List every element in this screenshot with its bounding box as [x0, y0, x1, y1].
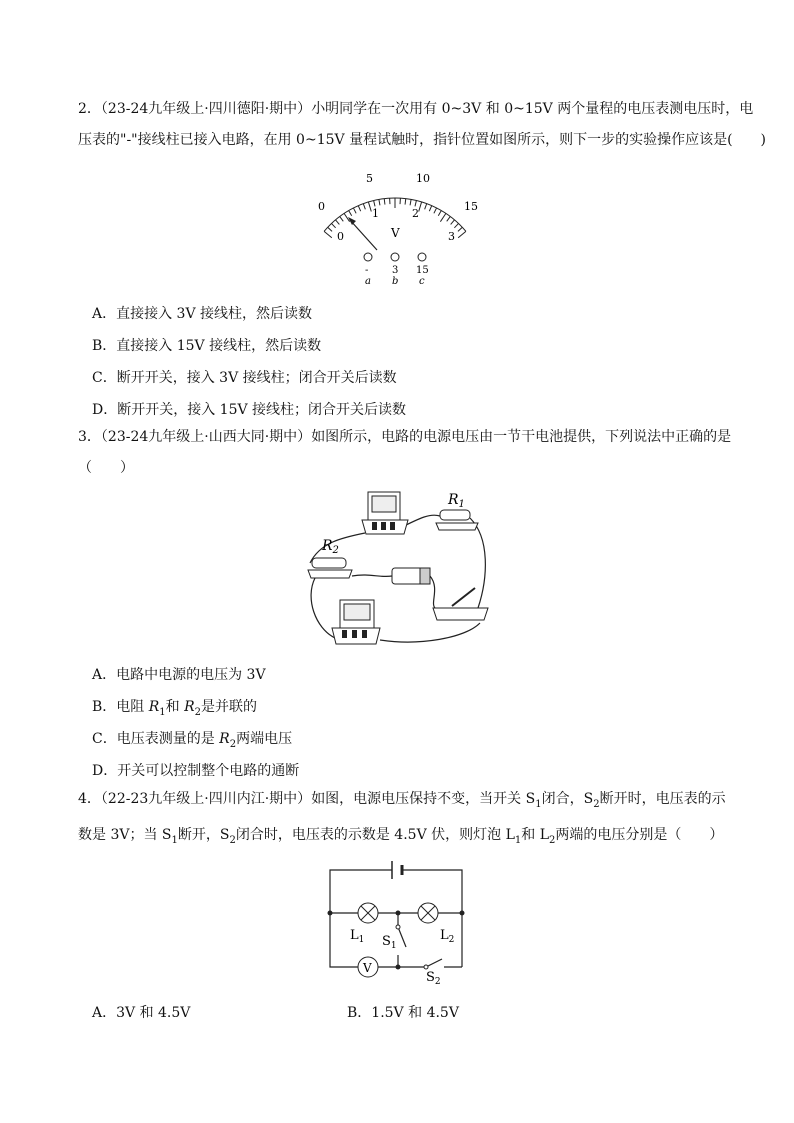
dial-tick [363, 204, 365, 210]
tick-label: 15 [464, 200, 478, 213]
dial-tick [340, 216, 344, 221]
tick-label: 0 [318, 200, 325, 213]
dial-tick [438, 211, 441, 216]
question-text: （ ） [78, 460, 134, 476]
dial-tick [454, 223, 458, 227]
question-text: 压表的"-"接线柱已接入电路，在用 0~15V 量程试触时，指针位置如图所示，则下一步的实验操作应该是( ) [78, 132, 766, 148]
q3-option-d[interactable]: D．开关可以控制整个电路的通断 [92, 763, 300, 779]
label-l2: $L_2$ [440, 928, 455, 945]
question-4-line-1: 4．（22-23九年级上·四川内江·期中）如图，电源电压保持不变，当开关 $S_1$闭合，$S_2$断开时，电压表的示 [78, 791, 726, 810]
terminal-3 [391, 253, 399, 261]
q2-option-a[interactable]: A．直接接入 3V 接线柱，然后读数 [92, 306, 313, 322]
dial-tick [434, 208, 437, 213]
label-l1: $L_1$ [350, 928, 365, 945]
dial-tick [349, 211, 352, 216]
label-r2: $R_2$ [322, 538, 339, 556]
dial-tick [353, 208, 356, 213]
tick-label: 1 [372, 207, 379, 220]
terminal-15 [418, 253, 426, 261]
q3-option-b[interactable]: B．电阻 $R_1$和 $R_2$是并联的 [92, 699, 258, 718]
dial-tick [379, 199, 380, 205]
dial-tick [324, 231, 332, 237]
question-3-line-2 [78, 453, 728, 484]
svg-text:V: V [363, 961, 372, 975]
resistor-r2 [308, 558, 352, 578]
dial-tick [410, 199, 411, 205]
question-2-line-2 [78, 125, 766, 156]
lamp-l1 [358, 903, 378, 923]
question-4-line-2: 数是 3V；当 $S_1$断开，$S_2$闭合时，电压表的示数是 4.5V 伏，则灯泡 $L_1$和 $L_2$两端的电压分别是（ ） [78, 826, 724, 846]
dial-tick [451, 220, 455, 225]
question-number: 3． [78, 429, 101, 445]
tick-label: 2 [412, 207, 419, 220]
q3-option-c[interactable]: C．电压表测量的是 $R_2$两端电压 [92, 731, 293, 750]
terminal-letter: a [365, 276, 371, 287]
tick-label: 10 [416, 172, 430, 185]
dial-tick [415, 201, 416, 207]
dial-tick [440, 213, 446, 221]
series-circuit-figure [300, 488, 495, 653]
dial-tick [429, 206, 431, 212]
tick-label: 0 [337, 230, 344, 243]
q2-option-b[interactable]: B．直接接入 15V 接线柱，然后读数 [92, 338, 322, 354]
dial-tick [335, 220, 339, 225]
question-text: 如图所示，电路的电源电压由一节干电池提供，下列说法中正确的是 [311, 429, 732, 445]
battery-symbol [392, 861, 402, 879]
dial-tick [384, 199, 385, 205]
dial-tick [458, 227, 462, 231]
battery [392, 568, 430, 584]
question-2 [78, 94, 766, 156]
circuit-wires [330, 870, 462, 967]
lamp-l2 [418, 903, 438, 923]
question-source: （23-24九年级上·山西大同·期中） [100, 429, 312, 445]
q4-option-b[interactable]: B．1.5V 和 4.5V [347, 1005, 459, 1021]
dial-tick [328, 227, 332, 231]
terminal-minus [364, 253, 372, 261]
tick-label: 3 [448, 230, 455, 243]
voltmeter-bottom [332, 600, 380, 644]
q2-option-d[interactable]: D．断开开关，接入 15V 接线柱；闭合开关后读数 [92, 402, 407, 418]
question-number: 2． [78, 101, 101, 117]
question-3 [78, 422, 732, 484]
label-s2: $S_2$ [426, 970, 441, 985]
question-3-line-1 [78, 422, 732, 453]
q3-option-a[interactable]: A．电路中电源的电压为 3V [92, 667, 266, 683]
label-s1: $S_1$ [382, 934, 397, 951]
label-r1: $R_1$ [448, 492, 465, 510]
lamp-circuit-figure [322, 855, 472, 985]
dial-tick [447, 216, 451, 221]
dial-tick [425, 204, 427, 210]
dial-tick [458, 231, 466, 237]
question-source: （23-24九年级上·四川德阳·期中） [100, 101, 312, 117]
terminal-letter: c [419, 276, 425, 287]
q2-option-c[interactable]: C．断开开关，接入 3V 接线柱；闭合开关后读数 [92, 370, 397, 386]
unit-label: V [391, 226, 400, 240]
terminal-label: - [365, 265, 369, 276]
voltmeter-symbol [358, 957, 378, 977]
q4-option-a[interactable]: A．3V 和 4.5V [92, 1005, 191, 1021]
question-2-line-1 [78, 94, 754, 125]
dial-tick [331, 223, 335, 227]
terminal-label: 3 [392, 265, 399, 276]
dial-tick [374, 201, 375, 207]
tick-label: 5 [366, 172, 373, 185]
needle [350, 220, 377, 250]
dial-tick [358, 206, 360, 212]
dial-tick [405, 199, 406, 205]
terminal-label: 15 [416, 265, 429, 276]
voltmeter-top [362, 492, 408, 534]
question-4 [78, 784, 728, 856]
terminal-letter: b [392, 276, 399, 287]
q4-options-row [92, 1002, 459, 1022]
dial-tick [419, 202, 422, 212]
question-text: 小明同学在一次用有 0~3V 和 0~15V 两个量程的电压表测电压时，电 [311, 101, 754, 117]
voltmeter-dial-figure [300, 165, 500, 290]
dial-tick [368, 202, 371, 212]
